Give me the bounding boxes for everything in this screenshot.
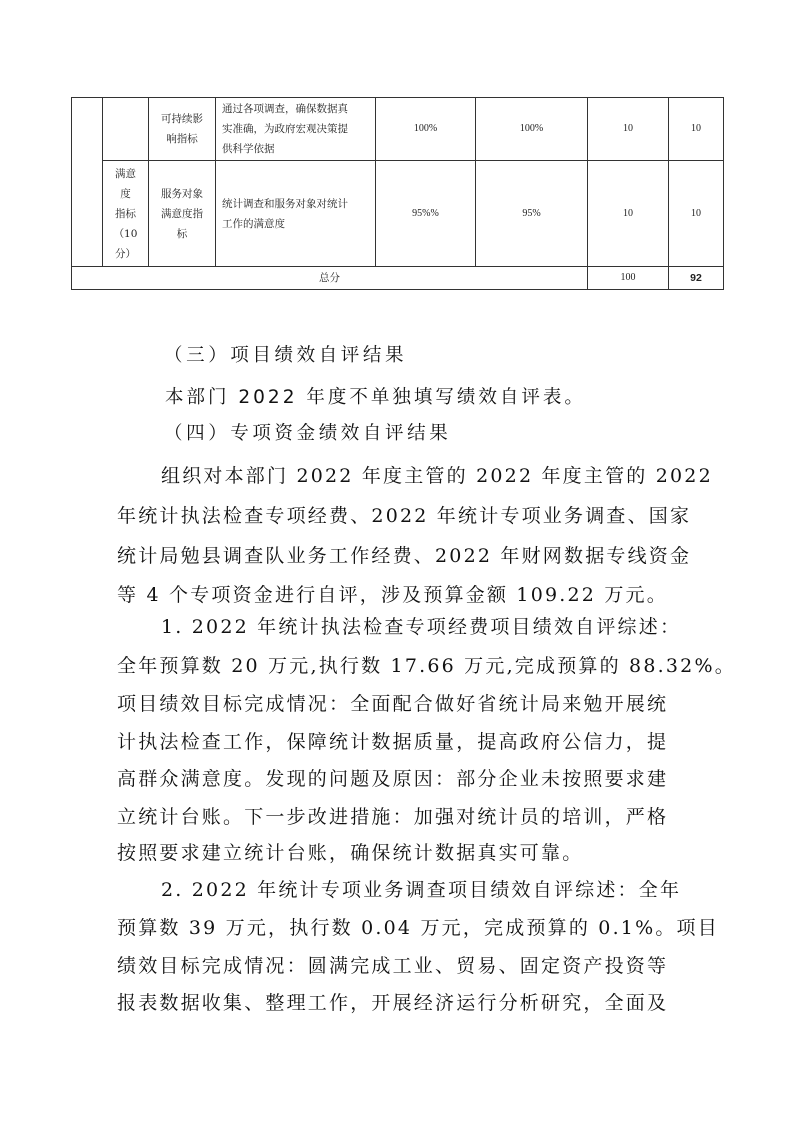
weight-cell: 10 — [588, 98, 669, 161]
description-cell — [216, 98, 376, 161]
indicator-line: 标 — [176, 227, 188, 240]
score-cell: 10 — [669, 161, 724, 267]
description-line: 统计调查和服务对象对统计 — [222, 197, 348, 210]
paragraph-line: 按照要求建立统计台账，确保统计数据真实可靠。 — [117, 842, 584, 864]
description-line: 通过各项调查，确保数据真 — [222, 103, 348, 115]
level2-line: 度 — [120, 187, 131, 200]
paragraph-line: 等 4 个专项资金进行自评，涉及预算金额 109.22 万元。 — [117, 584, 668, 606]
level2-line: （10 — [113, 227, 138, 240]
target-value-cell: 100% — [376, 98, 476, 161]
paragraph-line: 统计局勉县调查队业务工作经费、2022 年财网数据专线资金 — [117, 545, 692, 567]
paragraph-line: 组织对本部门 2022 年度主管的 2022 年度主管的 2022 — [161, 465, 713, 487]
table-row — [72, 98, 724, 161]
indicator-line: 响指标 — [166, 133, 198, 145]
actual-value-cell: 100% — [476, 98, 588, 161]
indicator-line: 满意度指 — [161, 207, 203, 220]
paragraph-line: 计执法检查工作，保障统计数据质量，提高政府公信力，提 — [117, 731, 669, 753]
paragraph-line: 高群众满意度。发现的问题及原因：部分企业未按照要求建 — [117, 768, 669, 790]
actual-value-cell: 95% — [476, 161, 588, 267]
paragraph-line: 立统计台账。下一步改进措施：加强对统计员的培训，严格 — [117, 806, 669, 828]
paragraph-line: 报表数据收集、整理工作，开展经济运行分析研究，全面及 — [117, 992, 669, 1014]
section-heading-3: （三）项目绩效自评结果 — [164, 345, 408, 366]
paragraph-line: 预算数 39 万元，执行数 0.04 万元，完成预算的 0.1%。项目 — [117, 917, 719, 939]
performance-table — [71, 97, 724, 290]
level2-line: 指标 — [115, 207, 136, 220]
section-paragraph-3: 本部门 2022 年度不单独填写绩效自评表。 — [165, 387, 586, 408]
total-row — [72, 267, 724, 290]
total-label-cell: 总分 — [72, 267, 588, 290]
total-score-cell: 92 — [669, 267, 724, 290]
indicator-line: 可持续影 — [161, 113, 203, 125]
table-row — [72, 161, 724, 267]
paragraph-line: 年统计执法检查专项经费、2022 年统计专项业务调查、国家 — [117, 505, 692, 527]
description-line: 供科学依据 — [222, 143, 275, 155]
level2-line: 满意 — [115, 167, 136, 180]
weight-cell: 10 — [588, 161, 669, 267]
paragraph-line: 1. 2022 年统计执法检查专项经费项目绩效自评综述： — [161, 616, 682, 638]
target-value-cell: 95%% — [376, 161, 476, 267]
level2-line: 分） — [115, 247, 136, 260]
paragraph-line: 全年预算数 20 万元,执行数 17.66 万元,完成预算的 88.32%。 — [117, 655, 736, 677]
paragraph-line: 2. 2022 年统计专项业务调查项目绩效自评综述：全年 — [161, 879, 682, 901]
description-line: 工作的满意度 — [222, 217, 285, 230]
total-weight-cell: 100 — [588, 267, 669, 290]
level1-cell — [72, 98, 103, 267]
indicator-line: 服务对象 — [161, 187, 203, 200]
section-heading-4: （四）专项资金绩效自评结果 — [164, 423, 452, 444]
indicator-cell — [149, 161, 216, 267]
description-line: 实准确，为政府宏观决策提 — [222, 123, 348, 135]
level2-cell — [103, 98, 149, 161]
indicator-cell — [149, 98, 216, 161]
level2-cell — [103, 161, 149, 267]
score-cell: 10 — [669, 98, 724, 161]
paragraph-line: 项目绩效目标完成情况：全面配合做好省统计局来勉开展统 — [117, 693, 669, 715]
description-cell — [216, 161, 376, 267]
paragraph-line: 绩效目标完成情况：圆满完成工业、贸易、固定资产投资等 — [117, 955, 669, 977]
